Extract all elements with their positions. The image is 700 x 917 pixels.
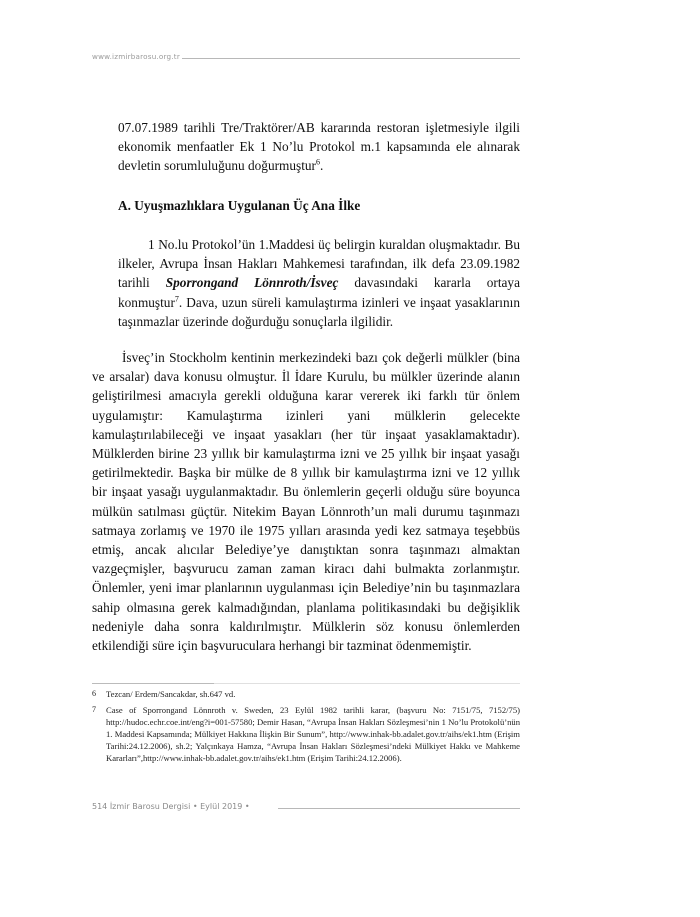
footnote-6 (92, 688, 520, 700)
footnote-separator (92, 683, 214, 684)
paragraph-2-text-b: davasındaki kararla ortaya konmuştur (118, 275, 520, 310)
header-rule (182, 58, 520, 59)
paragraph-2 (118, 235, 520, 331)
footnote-text: Tezcan/ Erdem/Sancakdar, sh.647 vd. (106, 689, 236, 699)
page-footer (92, 802, 520, 816)
paragraph-2-text: 1 No.lu Protokol’ün 1.Maddesi üç belirgin kuraldan oluşmaktadır. Bu ilkeler, Avrupa İnsan Hakları Mahkemesi tarafından, ilk defa 23.09.1982 tarihli (118, 237, 520, 291)
heading-text: A. Uyuşmazlıklara Uygulanan Üç Ana İlke (118, 198, 361, 213)
footnote-number: 6 (92, 689, 96, 698)
paragraph-3-text: İsveç’in Stockholm kentinin merkezindeki bazı çok değerli mülkler (bina ve arsalar) dava konusu olmuştur. İl İdare Kurulu, bu mülkler üzerinde alanın geliştirilmesi amacıyla gerekli olduğuna karar vererek iki farklı tür önlem uygulamıştır: Kamulaştırma izinleri yani mülklerin gelecekte kamulaştırılabileceği ve inşaat yasakları (her tür inşaat yasaklamaktadır). Mülklerden birine 23 yıllık bir kamulaştırma izni ve 25 yıllık bir inşaat yasağı getirilmektedir. Başka bir mülke de 8 yıllık bir kamulaştırma izni ve 12 yıllık bir inşaat yasağı uygulanmaktadır. Bu önlemlerin geçerli olduğu süre boyunca mülkün satılması güçtür. Nitekim Bayan Lönnroth’un mali durumu taşınmazı satmaya zorlamış ve 1970 ile 1975 yılları arasında yedi kez satmaya teşebbüs etmiş, ancak alıcılar Belediye’ye danıştıktan sonra taşınmazı almaktan vazgeçmişler, başvurucu zaman zaman kiracı dahi bulmakta zorlanmıştır. Önlemler, yeni imar planlarının uygulanması için Belediye’nin bu taşınmazlara sahip olmasına gerek kalmadığından, planlama politikasındaki bu değişiklik nedeniyle daha sonra kaldırılmıştır. Mülklerin söz konusu önlemlerden etkilendiği süre için başvuruculara herhangi bir tazminat ödenmemiştir. (92, 350, 520, 654)
paragraph-1-text: 07.07.1989 tarihli Tre/Traktörer/AB kararında restoran işletmesiyle ilgili ekonomik menfaatler Ek 1 No’lu Protokol m.1 kapsamında ele alınarak devletin sorumluluğunu doğurmuştur (118, 120, 520, 174)
footnote-7 (92, 704, 520, 764)
footnote-separator-light (214, 683, 520, 684)
footnote-text: Case of Sporrongand Lönnroth v. Sweden, 23 Eylül 1982 tarihli karar, (başvuru No: 7151/75, 7152/75) http://hudoc.echr.coe.int/eng?i=001-57580; Demir Hasan, “Avrupa İnsan Hakları Sözleşmesi’nin 1 No’lu Protokolü’nün 1. Maddesi Kapsamında; Mülkiyet Hakkına İlişkin Bir Sunum”, http://www.inhak-bb.adalet.gov.tr/aihs/ek1.htm (Erişim Tarihi:24.12.2006), sh.2; Yalçınkaya Hamza, “Avrupa İnsan Hakları Sözleşmesi’ndeki Mülkiyet Hakkı ve Mahkeme Kararları”,http://www.inhak-bb.adalet.gov.tr/aihs/ek1.htm (Erişim Tarihi:24.12.2006). (106, 705, 520, 763)
footnotes (92, 688, 520, 768)
footnote-ref-6[interactable]: 6 (315, 157, 320, 167)
page-header (92, 52, 520, 66)
case-name: Sporrongand Lönnroth/İsveç (165, 275, 339, 291)
paragraph-3 (92, 348, 520, 655)
footer-text: 514 İzmir Barosu Dergisi • Eylül 2019 • (92, 802, 250, 811)
section-heading (118, 196, 520, 215)
header-url: www.izmirbarosu.org.tr (92, 52, 180, 61)
paragraph-1-end: . (319, 158, 324, 174)
paragraph-2-text-c: . Dava, uzun süreli kamulaştırma izinleri ve inşaat yasaklarının taşınmazlar üzerinde doğurduğu sonuçlarla ilgilidir. (118, 294, 520, 329)
footer-rule (278, 808, 520, 809)
paragraph-1 (118, 118, 520, 176)
footnote-ref-7[interactable]: 7 (174, 294, 179, 304)
footnote-number: 7 (92, 705, 96, 714)
